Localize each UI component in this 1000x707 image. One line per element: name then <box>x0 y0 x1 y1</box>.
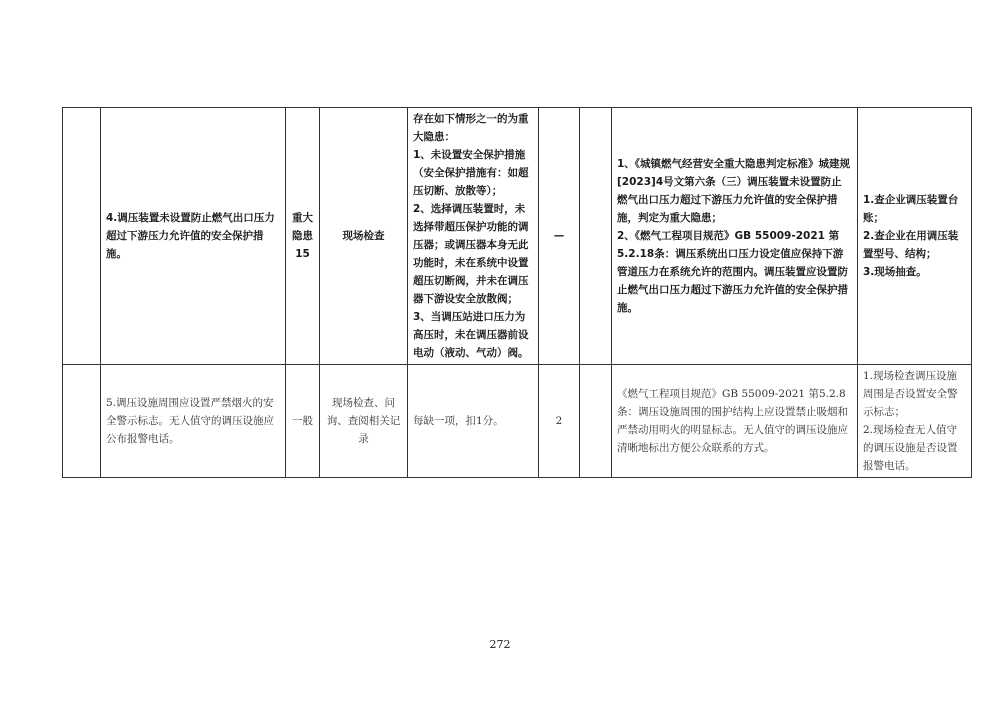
criteria-line: 3、当调压站进口压力为高压时，未在调压器前设电动（液动、气动）阀。 <box>413 311 529 359</box>
category-cell <box>63 365 101 478</box>
check-line: 2.查企业在用调压装置型号、结构； <box>863 230 959 260</box>
table-row <box>63 108 972 365</box>
method-cell: 现场检查、问询、查阅相关记录 <box>320 365 408 478</box>
check-line: 1.查企业调压装置台账； <box>863 194 959 224</box>
basis-cell: 《燃气工程项目规范》GB 55009-2021 第5.2.8条：调压设施周围的围护结构上应设置禁止吸烟和严禁动用明火的明显标志。无人值守的调压设施应清晰地标出方便公众联系的方式。 <box>612 365 858 478</box>
level-cell: 一般 <box>286 365 320 478</box>
deduction-cell <box>580 365 612 478</box>
criteria-line: 1、未设置安全保护措施（安全保护措施有：如超压切断、放散等）； <box>413 149 529 197</box>
inspection-table <box>62 107 972 478</box>
item-cell: 4.调压装置未设置防止燃气出口压力超过下游压力允许值的安全保护措施。 <box>101 108 286 365</box>
item-cell: 5.调压设施周围应设置严禁烟火的安全警示标志。无人值守的调压设施应公布报警电话。 <box>101 365 286 478</box>
table-row <box>63 365 972 478</box>
check-line: 3.现场抽查。 <box>863 266 927 278</box>
basis-line: 1、《城镇燃气经营安全重大隐患判定标准》城建规[2023]4号文第六条（三）调压装置未设置防止燃气出口压力超过下游压力允许值的安全保护措施，判定为重大隐患； <box>617 158 851 224</box>
deduction-cell <box>580 108 612 365</box>
check-line: 2.现场检查无人值守的调压设施是否设置报警电话。 <box>863 424 958 472</box>
criteria-line: 2、选择调压装置时，未选择带超压保护功能的调压器；或调压器本身无此功能时，未在系统中设置超压切断阀，并未在调压器下游设安全放散阀； <box>413 203 529 305</box>
basis-cell <box>612 108 858 365</box>
check-cell <box>858 108 972 365</box>
category-cell <box>63 108 101 365</box>
criteria-cell <box>408 108 539 365</box>
method-cell: 现场检查 <box>320 108 408 365</box>
check-cell <box>858 365 972 478</box>
basis-line: 2、《燃气工程项目规范》GB 55009-2021 第5.2.18条：调压系统出口压力设定值应保持下游管道压力在系统允许的范围内。调压装置应设置防止燃气出口压力超过下游压力允许值的安全保护措施。 <box>617 230 848 314</box>
page-number: 272 <box>489 638 511 651</box>
score-cell: 2 <box>539 365 580 478</box>
criteria-cell: 每缺一项，扣1分。 <box>408 365 539 478</box>
criteria-line: 存在如下情形之一的为重大隐患： <box>413 113 529 143</box>
level-cell: 重大隐患15 <box>286 108 320 365</box>
score-cell: — <box>539 108 580 365</box>
check-line: 1.现场检查调压设施周围是否设置安全警示标志； <box>863 370 958 418</box>
